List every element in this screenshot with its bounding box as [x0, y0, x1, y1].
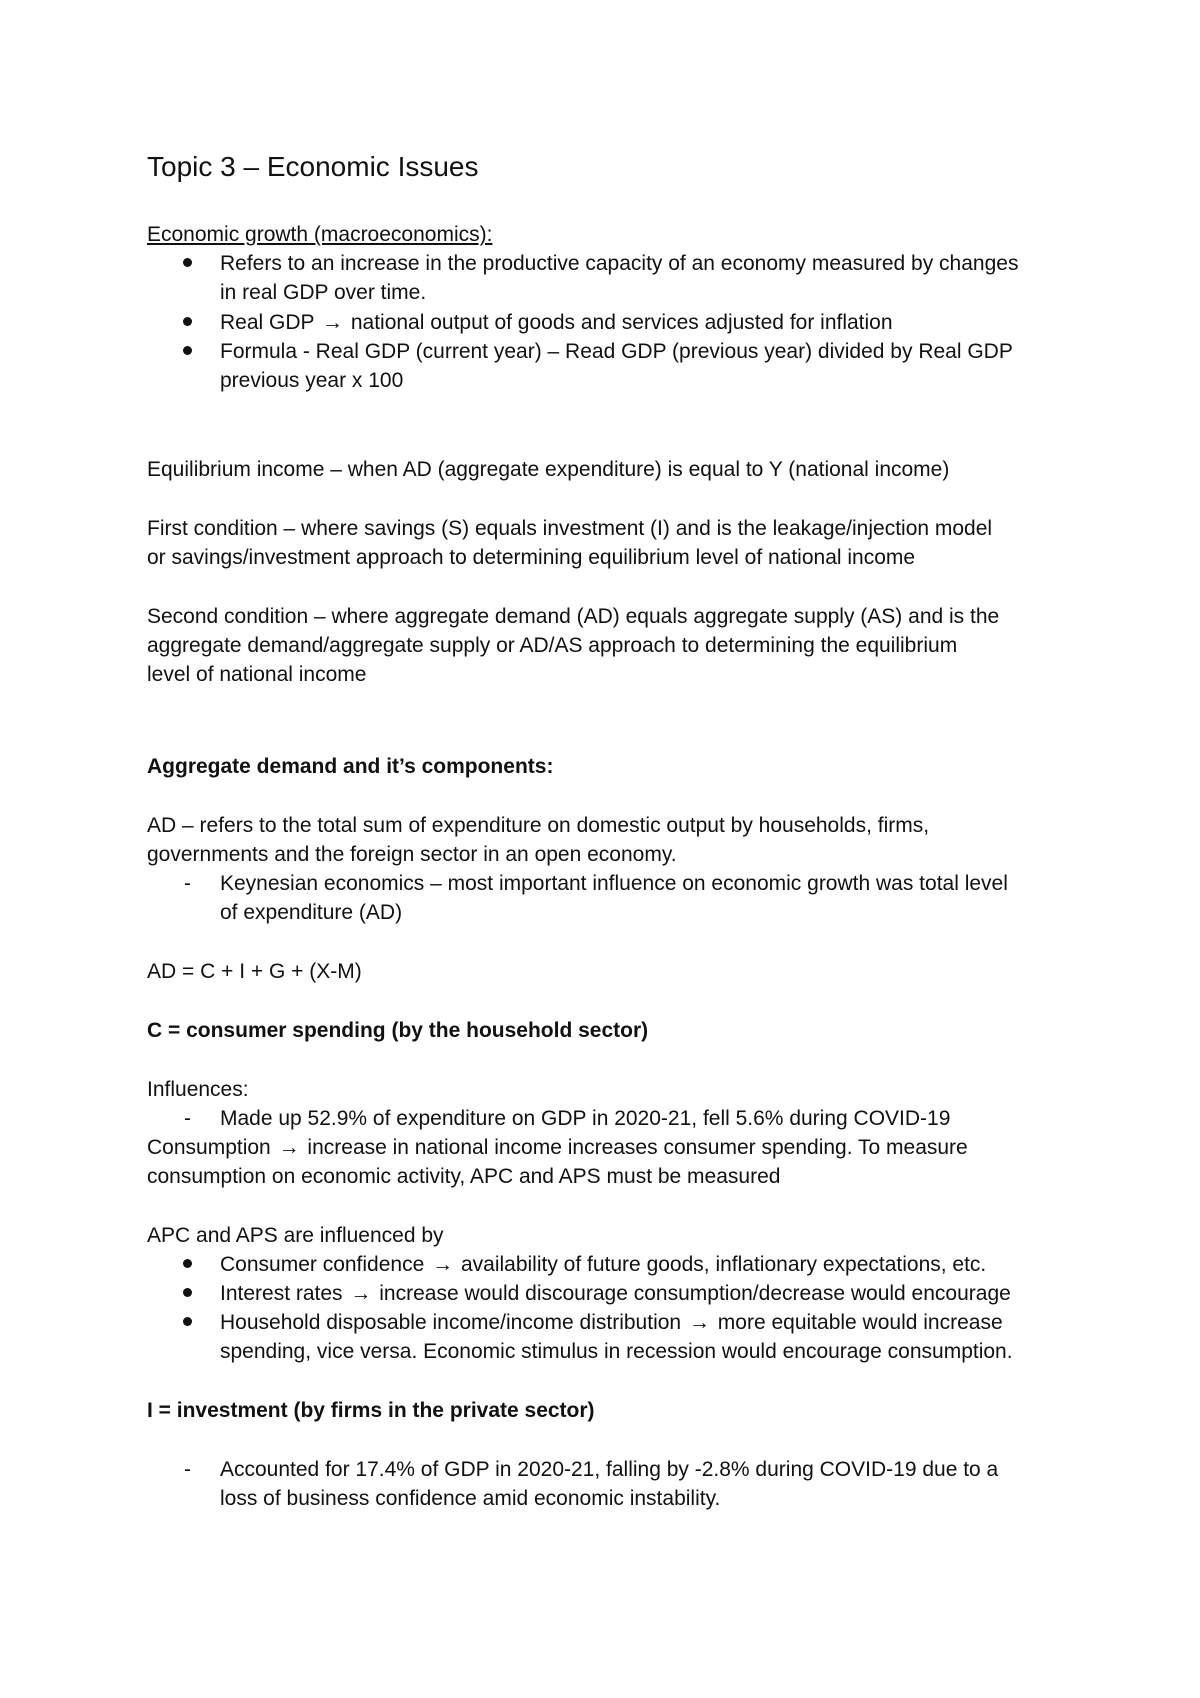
ad-definition-line-1: AD – refers to the total sum of expenditure on domestic output by households, firms, [147, 814, 930, 837]
bullet-icon [183, 346, 192, 355]
growth-bullet-3-line-1: Formula - Real GDP (current year) – Read GDP (previous year) divided by Real GDP [220, 340, 1013, 363]
arrow-right-icon: → [350, 1282, 372, 1305]
influences-label: Influences: [147, 1078, 249, 1101]
ad-heading: Aggregate demand and it’s components: [147, 755, 554, 778]
interest-rates-text: increase would discourage consumption/decrease would encourage [379, 1282, 1011, 1305]
apc-bullet-3-line-1 [220, 1308, 1003, 1337]
household-income-label: Household disposable income/income distribution [220, 1311, 682, 1334]
arrow-right-icon: → [322, 311, 343, 334]
bullet-icon [183, 1317, 192, 1326]
consumer-confidence-text: availability of future goods, inflationary expectations, etc. [460, 1253, 987, 1276]
second-condition-line-3: level of national income [147, 663, 367, 686]
bullet-icon [183, 258, 192, 267]
apc-bullet-3-line-2: spending, vice versa. Economic stimulus in recession would encourage consumption. [220, 1340, 1013, 1363]
second-condition-line-1: Second condition – where aggregate demand (AD) equals aggregate supply (AS) and is the [147, 605, 1000, 628]
growth-heading: Economic growth (macroeconomics): [147, 223, 493, 246]
equilibrium-income-line: Equilibrium income – when AD (aggregate expenditure) is equal to Y (national income) [147, 458, 950, 481]
real-gdp-label: Real GDP [220, 311, 315, 334]
bullet-icon [183, 1259, 192, 1268]
household-income-text: more equitable would increase [717, 1311, 1003, 1334]
second-condition-line-2: aggregate demand/aggregate supply or AD/AS approach to determining the equilibrium [147, 634, 958, 657]
arrow-right-icon: → [688, 1311, 710, 1334]
investment-dash-1-line-1: Accounted for 17.4% of GDP in 2020-21, falling by -2.8% during COVID-19 due to a [220, 1458, 999, 1481]
growth-bullet-3-line-2: previous year x 100 [220, 369, 404, 392]
bullet-icon [183, 1288, 192, 1297]
consumption-label: Consumption [147, 1136, 271, 1159]
first-condition-line-1: First condition – where savings (S) equals investment (I) and is the leakage/injection model [147, 517, 993, 540]
growth-bullet-2 [220, 308, 893, 337]
consumer-heading: C = consumer spending (by the household sector) [147, 1019, 649, 1042]
apc-aps-heading: APC and APS are influenced by [147, 1224, 444, 1247]
investment-dash-1-line-2: loss of business confidence amid economic instability. [220, 1487, 721, 1510]
arrow-right-icon: → [278, 1136, 300, 1159]
arrow-right-icon: → [432, 1253, 454, 1276]
dash-marker: - [184, 1107, 191, 1130]
consumption-line-1 [147, 1133, 968, 1162]
ad-definition-line-2: governments and the foreign sector in an open economy. [147, 843, 677, 866]
growth-bullet-1-line-1: Refers to an increase in the productive capacity of an economy measured by changes [220, 252, 1019, 275]
first-condition-line-2: or savings/investment approach to determining equilibrium level of national income [147, 546, 916, 569]
consumer-confidence-label: Consumer confidence [220, 1253, 425, 1276]
page-title: Topic 3 – Economic Issues [147, 151, 479, 182]
dash-marker: - [184, 1458, 191, 1481]
consumption-text: increase in national income increases consumer spending. To measure [307, 1136, 968, 1159]
keynesian-line-1: Keynesian economics – most important influence on economic growth was total level [220, 872, 1008, 895]
keynesian-line-2: of expenditure (AD) [220, 901, 403, 924]
ad-formula: AD = C + I + G + (X-M) [147, 960, 362, 983]
bullet-icon [183, 317, 192, 326]
investment-heading: I = investment (by firms in the private sector) [147, 1399, 595, 1422]
apc-bullet-2 [220, 1279, 1011, 1308]
real-gdp-definition: national output of goods and services adjusted for inflation [350, 311, 893, 334]
consumption-line-2: consumption on economic activity, APC and APS must be measured [147, 1165, 781, 1188]
growth-bullet-1-line-2: in real GDP over time. [220, 281, 427, 304]
apc-bullet-1 [220, 1250, 986, 1279]
interest-rates-label: Interest rates [220, 1282, 343, 1305]
consumer-dash-1: Made up 52.9% of expenditure on GDP in 2020-21, fell 5.6% during COVID-19 [220, 1107, 951, 1130]
dash-marker: - [184, 872, 191, 895]
